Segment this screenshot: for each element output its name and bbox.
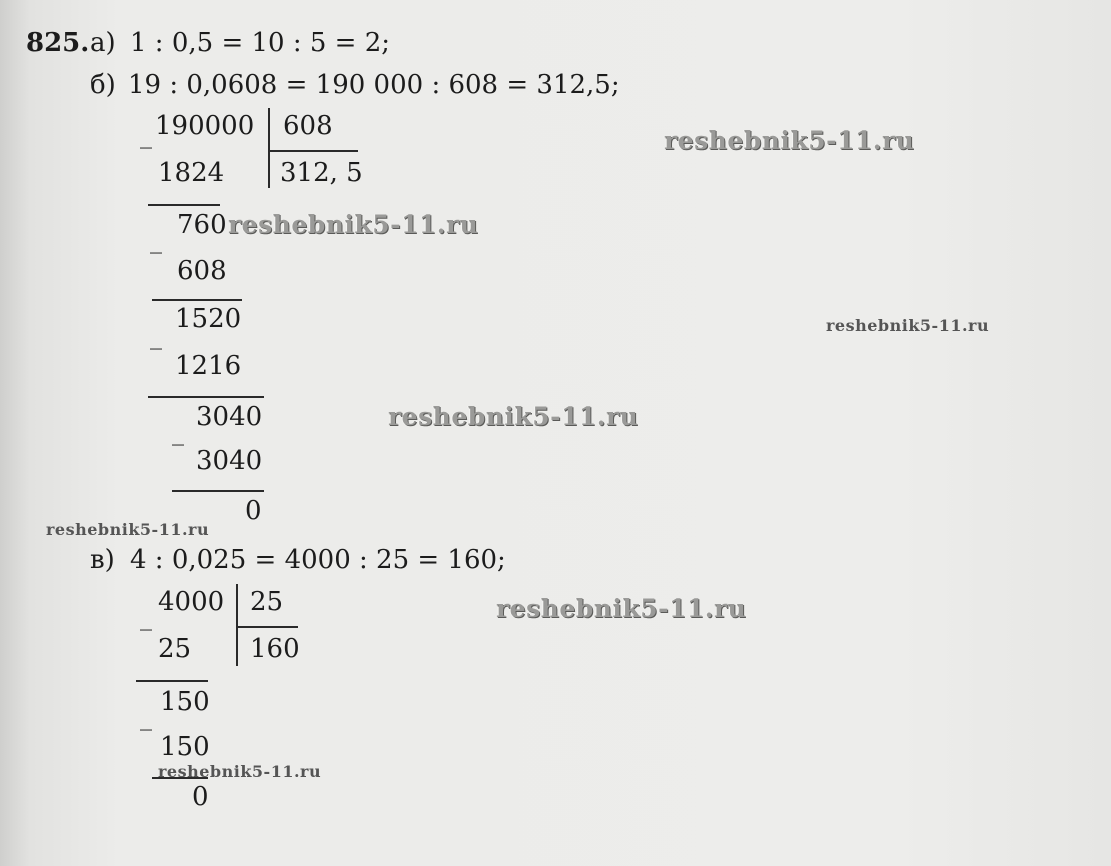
division-b-underline <box>152 299 242 301</box>
division-b-remainder: 0 <box>245 496 262 526</box>
division-b-underline <box>148 204 220 206</box>
division-c-quotient-line <box>238 626 298 628</box>
division-b-quotient: 312, 5 <box>280 158 363 188</box>
watermark-text: reshebnik5-11.ru <box>664 126 915 155</box>
division-b-step: 760 <box>177 210 227 240</box>
minus-sign: _ <box>150 226 162 254</box>
problem-number: 825. <box>26 28 90 58</box>
watermark-text: reshebnik5-11.ru <box>388 402 639 431</box>
division-b-bar <box>268 108 270 188</box>
part-a-expression: 1 : 0,5 = 10 : 5 = 2; <box>130 28 391 58</box>
bleed-through-text <box>700 60 1080 760</box>
division-b-underline <box>172 490 264 492</box>
watermark-text: reshebnik5-11.ru <box>228 210 479 239</box>
division-b-quotient-line <box>270 150 358 152</box>
division-c-quotient: 160 <box>250 634 300 664</box>
part-b-label: б) <box>90 70 116 100</box>
division-c-step: 150 <box>160 687 210 717</box>
minus-sign: _ <box>140 703 152 731</box>
division-c-step: 150 <box>160 732 210 762</box>
minus-sign: _ <box>140 121 152 149</box>
watermark-text: reshebnik5-11.ru <box>496 594 747 623</box>
division-b-divisor: 608 <box>283 111 333 141</box>
watermark-text: reshebnik5-11.ru <box>826 316 990 335</box>
part-c-expression: 4 : 0,025 = 4000 : 25 = 160; <box>130 545 506 575</box>
division-b-step: 1824 <box>158 158 225 188</box>
part-c-label: в) <box>90 545 115 575</box>
watermark-text: reshebnik5-11.ru <box>46 520 210 539</box>
division-c-divisor: 25 <box>250 587 284 617</box>
division-b-step: 608 <box>177 256 227 286</box>
minus-sign: _ <box>150 322 162 350</box>
division-c-underline <box>136 680 208 682</box>
division-c-remainder: 0 <box>192 782 209 812</box>
division-b-step: 1520 <box>175 304 242 334</box>
part-a-label: а) <box>90 28 116 58</box>
watermark-text: reshebnik5-11.ru <box>158 762 322 781</box>
division-b-underline <box>148 396 264 398</box>
division-b-step: 3040 <box>196 446 263 476</box>
division-c-dividend: 4000 <box>158 587 225 617</box>
minus-sign: _ <box>172 418 184 446</box>
division-b-dividend: 190000 <box>155 111 255 141</box>
division-c-bar <box>236 584 238 666</box>
division-b-step: 1216 <box>175 351 242 381</box>
division-b-step: 3040 <box>196 402 263 432</box>
division-c-step: 25 <box>158 634 192 664</box>
minus-sign: _ <box>140 603 152 631</box>
part-b-expression: 19 : 0,0608 = 190 000 : 608 = 312,5; <box>128 70 620 100</box>
